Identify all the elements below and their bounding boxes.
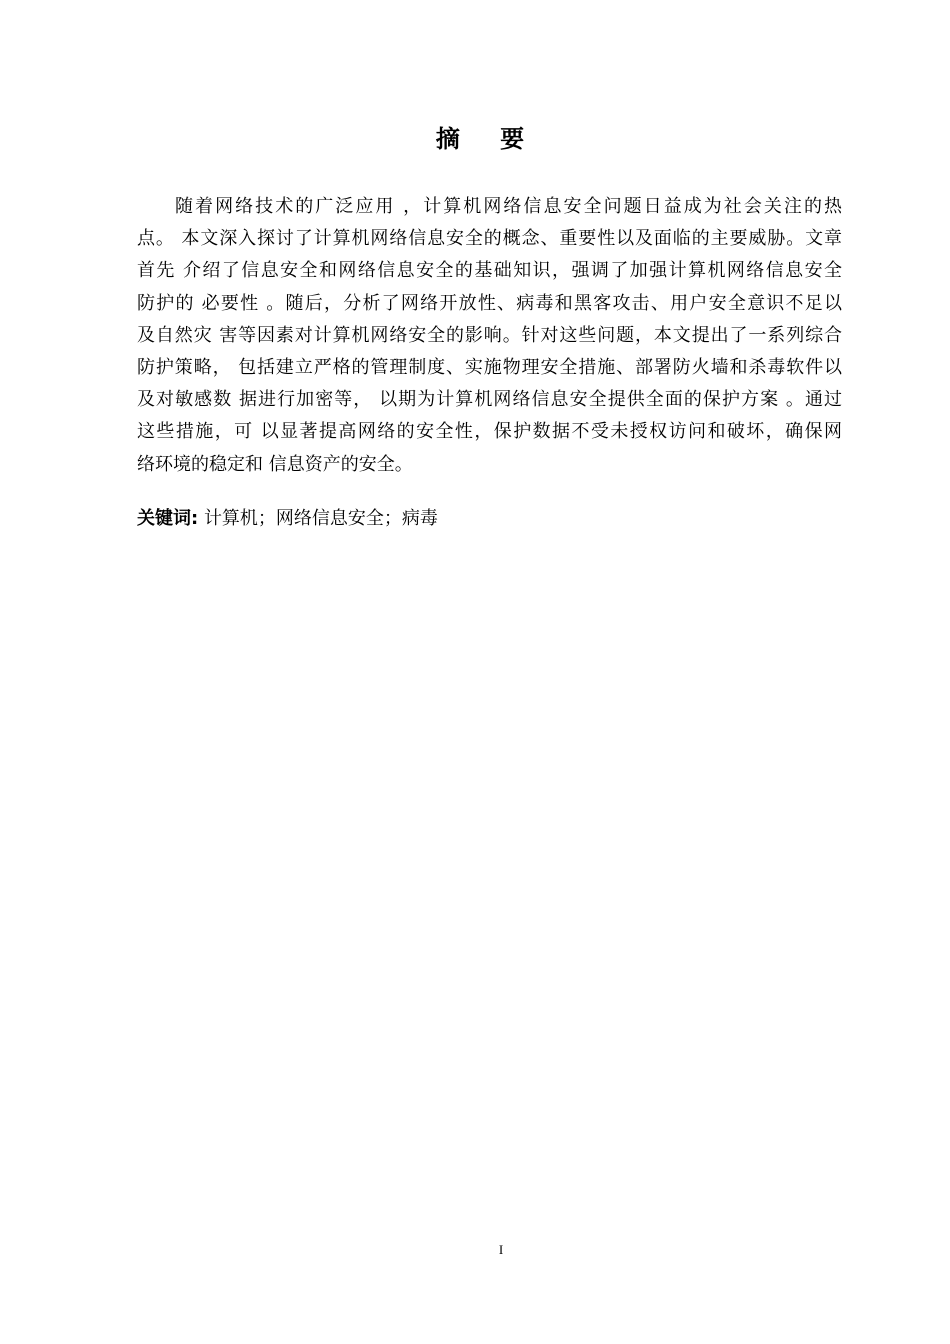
page-number: I bbox=[498, 1242, 504, 1257]
abstract-line: 防护策略， 包括建立严格的管理制度、实施物理安全措施、部署防火墙和杀毒软件以 bbox=[137, 356, 842, 378]
abstract-line: 点。 本文深入探讨了计算机网络信息安全的概念、重要性以及面临的主要威胁。文章 bbox=[137, 228, 842, 250]
abstract-line: 及自然灾 害等因素对计算机网络安全的影响。针对这些问题，本文提出了一系列综合 bbox=[137, 324, 842, 346]
abstract-line: 这些措施，可 以显著提高网络的安全性，保护数据不受未授权访问和破坏，确保网 bbox=[137, 421, 842, 443]
abstract-line: 及对敏感数 据进行加密等， 以期为计算机网络信息安全提供全面的保护方案 。通过 bbox=[137, 389, 842, 411]
abstract-line: 随着网络技术的广泛应用 ，计算机网络信息安全问题日益成为社会关注的热 bbox=[175, 196, 842, 217]
abstract-body bbox=[137, 191, 842, 481]
keywords-label: 关键词: bbox=[137, 508, 199, 529]
keywords bbox=[137, 503, 438, 535]
abstract-title: 摘 要 bbox=[435, 125, 541, 153]
abstract-line: 络环境的稳定和 信息资产的安全。 bbox=[137, 453, 413, 475]
abstract-line: 防护的 必要性 。随后，分析了网络开放性、病毒和黑客攻击、用户安全意识不足以 bbox=[137, 292, 842, 314]
keywords-value: 计算机；网络信息安全；病毒 bbox=[203, 508, 438, 529]
abstract-line: 首先 介绍了信息安全和网络信息安全的基础知识，强调了加强计算机网络信息安全 bbox=[137, 260, 842, 282]
